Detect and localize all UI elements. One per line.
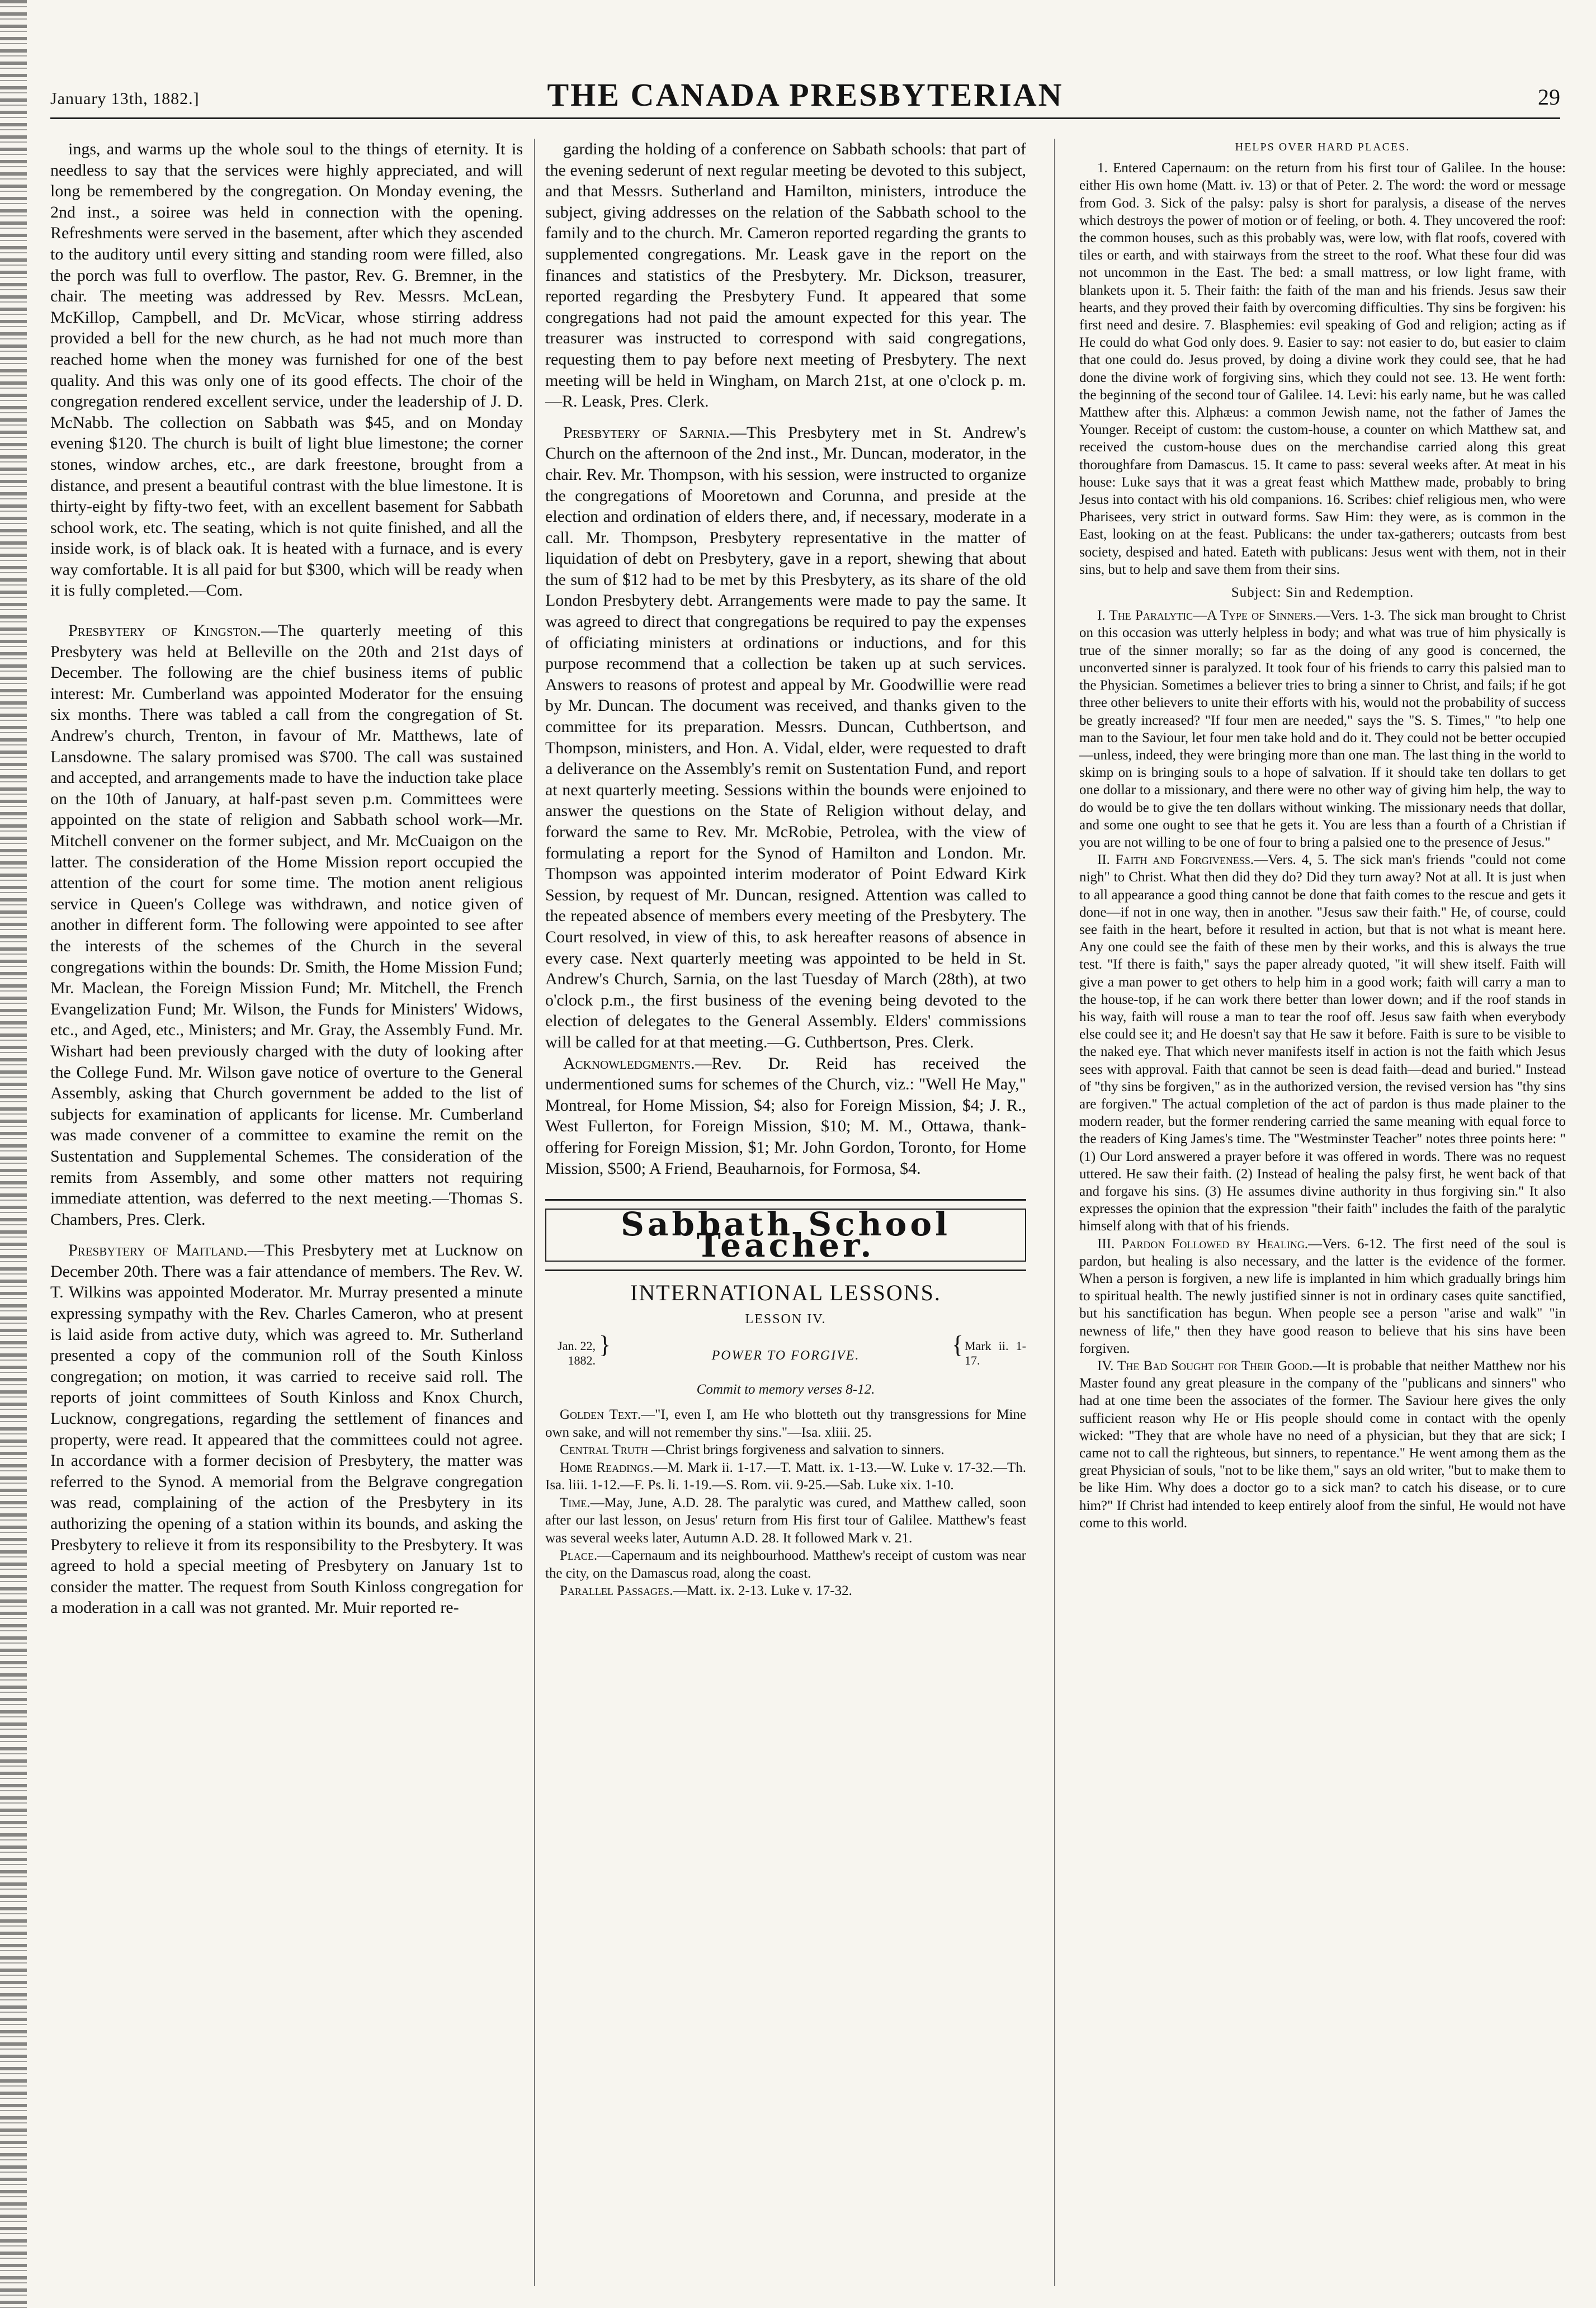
helps-heading: HELPS OVER HARD PLACES. xyxy=(1235,141,1410,153)
section-3 xyxy=(1079,1235,1566,1357)
kingston-body: —The quarterly meeting of this Presbytery was held at Belleville on the 20th and 21st days of December. The following are the chief business items of public interest: Mr. Cumberland was appointed Moderator for the ensuing six months. There was tabled a call from the congregation of St. Andrew's church, Trenton, in favour of Mr. Matthews, late of Lansdowne. The salary promised was $700. The call was sustained and accepted, and arrangements made to have the induction take place on the 10th of January, at half-past seven p.m. Committees were appointed on the state of religion and Sabbath school work—Mr. Mitchell convener on the former subject, and Mr. McCuaigon on the latter. The consideration of the Home Mission report occupied the attention of the court for some time. The motion anent religious service in Queen's College was withdrawn, and notice given of another in different form. The following were appointed to see after the interests of the schemes of the Church in the several congregations within the bounds: Dr. Smith, the Home Mission Fund; Mr. Maclean, the Foreign Mission Fund; Mr. Mitchell, the French Evangelization Fund; Mr. Wilson, the Funds for Ministers' Widows, etc., and Aged, etc., Ministers; and Mr. Gray, the Assembly Fund. Mr. Wishart had been previously charged with the duty of looking after the College Fund. Mr. Wilson gave notice of overture to the General Assembly, asking that Church government be added to the list of subjects for examination of applicants for license. Mr. Cumberland was made convener of a committee to examine the remit on the Sustentation and Supplemental Schemes. The consideration of the remits from Assembly, and some other matters not requiring immediate attention, was deferred to the next meeting.—Thomas S. Chambers, Pres. Clerk. xyxy=(50,621,523,1229)
lesson-title: POWER TO FORGIVE. xyxy=(711,1348,860,1363)
parallel-body: —Matt. ix. 2-13. Luke v. 17-32. xyxy=(673,1583,852,1599)
time-heading: Time. xyxy=(560,1495,591,1511)
central-heading: Central Truth xyxy=(560,1442,648,1458)
section-4 xyxy=(1079,1357,1566,1532)
sarnia-heading: Presbytery of Sarnia. xyxy=(563,423,730,442)
ack-heading: Acknowledgments. xyxy=(563,1054,695,1073)
home-body: —M. Mark ii. 1-17.—T. Matt. ix. 1-13.—W. Luke v. 17-32.—Th. Isa. liii. 1-12.—F. Ps. li. 1-19.—S. Rom. vii. 9-25.—Sab. Luke xix. 1-10. xyxy=(545,1460,1026,1493)
parallel-heading: Parallel Passages. xyxy=(560,1583,673,1599)
place-heading: Place. xyxy=(560,1548,598,1564)
section-1 xyxy=(1079,607,1566,851)
golden-body: —"I, even I, am He who blotteth out thy transgressions for Mine own sake, and will not remember thy sins."—Isa. xliii. 25. xyxy=(545,1407,1026,1440)
lesson-body xyxy=(545,1406,1026,1600)
column-3 xyxy=(1079,139,1566,2286)
section-2-body: —Vers. 4, 5. The sick man's friends "could not come nigh" to Christ. What then did they do? Did they turn away? Not at all. It is just when to all appearance a good thing cannot be done that faith comes to the rescue and gets it done—if not in one way, then in another. "Jesus saw their faith." He, of course, could see faith in the heart, before it resulted in action, but that is not what is meant here. Any one could see the faith of these men by their works, and this is always the true test. "If there is faith," says the paper already quoted, "it will shew itself. Faith will give a man power to get others to help him in a good work; faith will carry a man to the house-top, if he can work there better than lower down; and if the roof stands in his way, faith will rouse a man to tear the roof off. Jesus saw faith when everybody else could see it; and He doesn't say that He saw it before. Faith is sure to be visible to the naked eye. That which never manifests itself in action is not the faith which Jesus sees with approval. Faith that cannot be seen is dead faith—dead and buried." Instead of "thy sins be forgiven," as in the authorized version, the revised version has "thy sins are forgiven." The actual completion of the act of pardon is thus made plainer to the modern reader, but the former rendering carried the same meaning with equal force to the readers of King James's time. The "Westminster Teacher" notes three points here: "(1) Our Lord answered a prayer before it was offered in words. There was no request uttered. He saw their faith. (2) Instead of healing the palsy first, he went back of that and forgave his sins. (3) He assumes divine authority in thus forgiving sin." It also expresses the opinion that the expression "their faith" includes the faith of the paralytic himself along with that of his friends. xyxy=(1079,852,1566,1234)
golden-text xyxy=(545,1406,1026,1441)
international-lessons-title: INTERNATIONAL LESSONS. xyxy=(630,1280,941,1306)
section-3-body: —Vers. 6-12. The first need of the soul is pardon, but healing is also necessary, and the latter is the evidence of the former. When a person is forgiven, a new life is implanted in him which gradually brings him to spiritual health. The newly justified sinner is not in ordinary cases quite sanctified, but his sanctification has begun. When people see a person "arise and walk" "in newness of life," then they have good reason to believe that his sins have been forgiven. xyxy=(1079,1236,1566,1356)
section-2 xyxy=(1079,851,1566,1235)
column-2 xyxy=(545,139,1026,2286)
church-opening-article: ings, and warms up the whole soul to the things of eternity. It is needless to say that the services were highly appreciated, and will long be remembered by the congregation. On Monday evening, the 2nd inst., a soiree was held in connection with the opening. Refreshments were served in the basement, after which they ascended to the auditory until every sitting and standing room were filled, also the porch was full to overflow. The pastor, Rev. G. Bremner, in the chair. The meeting was addressed by Rev. Messrs. McLean, McKillop, Campbell, and Dr. McVicar, whose stirring address provided a bell for the new church, as he had not much more than reached home when the money was furnished for one of the best quality. And this was only one of its good effects. The choir of the congregation rendered excellent service, under the leadership of J. D. McNabb. The collection on Sabbath was $45, and on Monday evening $120. The church is built of light blue limestone; the corner stones, window arches, etc., are dark freestone, brought from a distance, and present a beautiful contrast with the blue limestone. It is thirty-eight by fifty-two feet, with an excellent basement for Sabbath school work, etc. The seating, which is not quite finished, and all the inside work, is of black oak. It is heated with a furnace, and is every way comfortable. It is all paid for but $300, which will be ready when it is fully completed.—Com. xyxy=(50,140,523,600)
acknowledgments xyxy=(545,1053,1026,1179)
helps-body: 1. Entered Capernaum: on the return from his first tour of Galilee. In the house: either His own home (Matt. iv. 13) or that of Peter. 2. The word: the word or message from God. 3. Sick of the palsy: palsy is short for paralysis, a disease of the nerves which destroys the power of motion or of feeling, or both. 4. They uncovered the roof: the common houses, such as this probably was, were low, with flat roofs, covered with tiles or earth, and with stairways from the street to the roof. What these four did was not uncommon in the East. The bed: a small mattress, or low light frame, with blankets upon it. 5. Their faith: the faith of the man and his friends. Jesus saw their hearts, and they proved their faith by overcoming difficulties. Thy sins be forgiven: his first need and desire. 7. Blasphemies: evil speaking of God and religion; acting as if He could do what God only does. 9. Easier to say: not easier to do, but easier to claim that one could do. Jesus proved, by doing a divine work they could see, that he had done the divine work of forgiving sins, which they could not see. 13. He went forth: the beginning of the second tour of Galilee. 14. Levi: his early name, but he was called Matthew after this. Alphæus: a common Jewish name, not the father of James the Younger. Receipt of custom: the custom-house, a counter on which Matthew sat, and received the custom-house dues on the merchandise carried along this great thoroughfare from Damascus. 15. It came to pass: several weeks after. At meat in his house: Luke says that it was a great feast which Matthew made, probably to bring Jesus into contact with his old companions. 16. Scribes: chief religious men, who were Pharisees, very strict in outward forms. Saw Him: they were, as is common in the East, looking on at the feast. Publicans: the under tax-gatherers; outcasts from best society, despised and hated. Eateth with publicans: Jesus went with them, not in their sins, but to help and save them from their sins. xyxy=(1079,161,1566,577)
maitland-body: —This Presbytery met at Lucknow on December 20th. There was a fair attendance of members. The Rev. W. T. Wilkins was appointed Moderator. Mr. Murray presented a minute expressing sympathy with the Rev. Charles Cameron, who at present is laid aside from active duty, which was agreed to. Mr. Sutherland presented a copy of the communion roll of the South Kinloss congregation; on motion, it was carried to receive said roll. The reports of joint committees of South Kinloss and Knox Church, Lucknow, congregations, regarding the settlement of finances and property, were read. It appeared that the committees could not agree. In accordance with a former decision of Presbytery, the matter was referred to the Synod. A memorial from the Belgrave congregation was read, complaining of the action of the Presbytery in its authorizing the opening of a station within its bounds, and asking the Presbytery to relieve it from its responsibility to the Presbytery. It was agreed to hold a special meeting of Presbytery on January 1st to consider the matter. The request from South Kinloss congregation for a moderation in a call was not granted. Mr. Muir reported re- xyxy=(50,1241,523,1617)
lesson-date: Jan. 22, 1882. xyxy=(558,1339,596,1368)
sabbath-school-banner xyxy=(545,1199,1026,1271)
golden-heading: Golden Text. xyxy=(560,1407,641,1423)
memory-verses: Commit to memory verses 8-12. xyxy=(696,1382,875,1398)
section-4-heading: IV. The Bad Sought for Their Good. xyxy=(1097,1358,1313,1374)
ack-body: —Rev. Dr. Reid has received the undermentioned sums for schemes of the Church, viz.: "Well He May," Montreal, for Home Mission, $4; also for Foreign Mission, $4; J. R., West Fullerton, for Foreign Mission, $10; M. M., Ottawa, thank-offering for Foreign Mission, $1; Mr. John Gordon, Toronto, for Home Mission, $500; A Friend, Beauharnois, for Formosa, $4. xyxy=(545,1054,1026,1178)
column-rule-2 xyxy=(1054,139,1055,2286)
section-1-heading: I. The Paralytic—A Type of Sinners. xyxy=(1097,608,1316,624)
brace-icon: } xyxy=(599,1331,611,1359)
central-truth xyxy=(545,1441,1026,1459)
section-3-heading: III. Pardon Followed by Healing. xyxy=(1097,1236,1309,1252)
sarnia-report xyxy=(545,422,1026,1053)
central-body: —Christ brings forgiveness and salvation to sinners. xyxy=(648,1442,945,1458)
lesson-subject: Subject: Sin and Redemption. xyxy=(1231,585,1414,601)
page-header xyxy=(50,67,1560,119)
lesson-reference-line xyxy=(545,1331,1026,1377)
binding-edge xyxy=(0,0,27,2308)
home-readings xyxy=(545,1459,1026,1494)
section-2-heading: II. Faith and Forgiveness. xyxy=(1097,852,1254,868)
time-note xyxy=(545,1494,1026,1547)
place-note xyxy=(545,1547,1026,1582)
kingston-report xyxy=(50,620,523,1230)
column-1 xyxy=(50,139,523,2286)
masthead-title: THE CANADA PRESBYTERIAN xyxy=(547,77,1064,113)
lesson-number: LESSON IV. xyxy=(745,1311,827,1327)
brace-icon: { xyxy=(951,1331,964,1359)
page-number: 29 xyxy=(1538,84,1560,110)
maitland-heading: Presbytery of Maitland. xyxy=(68,1241,248,1260)
column-rule-1 xyxy=(534,139,535,2286)
parallel-passages xyxy=(545,1582,1026,1600)
kingston-heading: Presbytery of Kingston. xyxy=(68,621,261,640)
sarnia-body: —This Presbytery met in St. Andrew's Church on the afternoon of the 2nd inst., Mr. Duncan, moderator, in the chair. Rev. Mr. Thompson, with his session, were instructed to organize the congregations of Mooretown and Corunna, and preside at the election and ordination of elders there, and, if necessary, moderate in a call. Mr. Thompson, Presbytery representative in the matter of liquidation of debt on Presbytery, gave in a report, shewing that about the sum of $12 had to be met by this Presbytery, as its share of the old London Presbytery debt. Arrangements were made to pay the same. It was agreed to direct that congregations be required to pay the expenses of officiating ministers at ordinations or inductions, and for this purpose recommend that a collection be taken up at such services. Answers to reasons of protest and appeal by Mr. Goodwillie were read by Mr. Duncan. The document was received, and thanks given to the committee for its preparation. Messrs. Duncan, Cuthbertson, and Thompson, ministers, and Hon. A. Vidal, elder, were requested to draft a deliverance on the Assembly's remit on Sustentation Fund, and report at next quarterly meeting. Sessions within the bounds were enjoined to answer the questions on the State of Religion without delay, and forward the same to Rev. Mr. McRobie, Petrolea, with the view of formulating a report for the Synod of Hamilton and London. Mr. Thompson was appointed interim moderator of Point Edward Kirk Session, by request of Mr. Duncan, resigned. Attention was called to the repeated absence of members every meeting of the Presbytery. The Court resolved, in view of this, to ask hereafter reasons of absence in every case. Next quarterly meeting was appointed to be held in St. Andrew's Church, Sarnia, on the last Tuesday of March (28th), at two o'clock p.m., the first business of the evening being devoted to the election of delegates to the General Assembly. Elders' commissions will be called for at that meeting.—G. Cuthbertson, Pres. Clerk. xyxy=(545,423,1026,1051)
place-body: —Capernaum and its neighbourhood. Matthew's receipt of custom was near the city, on the Damascus road, along the coast. xyxy=(545,1548,1026,1581)
lesson-scripture: Mark ii. 1-17. xyxy=(965,1339,1026,1368)
banner-title: Sabbath School Teacher. xyxy=(545,1209,1026,1262)
section-1-body: —Vers. 1-3. The sick man brought to Christ on this occasion was utterly helpless in body; and what was true of him physically is true of the sinner morally; so far as the doing of any good is concerned, the unconverted sinner is paralyzed. It took four of his friends to carry this palsied man to the Physician. Sometimes a believer tries to bring a sinner to Christ, and fails; if he got three other believers to unite their efforts with his, would not the probability of success be greatly increased? "If four men are needed," says the "S. S. Times," "to help one man to the Saviour, let four men take hold and do it. They could not be better occupied—unless, indeed, they were bringing more than one man. The last thing in the world to skimp on is bringing souls to a hope of salvation. If it should take ten dollars to get one dollar to a missionary, and there were no other way of giving him help, the way to do would be to give the ten dollars without winking. The missionary needs that dollar, and some one ought to see that he gets it. You are less than a fourth of a Christian if you are not willing to be one of four to bring a palsied one to the presence of Jesus." xyxy=(1079,608,1566,850)
time-body: —May, June, A.D. 28. The paralytic was cured, and Matthew called, soon after our last lesson, on Jesus' return from His first tour of Galilee. Matthew's feast was several weeks later, Autumn A.D. 28. It followed Mark v. 21. xyxy=(545,1495,1026,1546)
maitland-report xyxy=(50,1240,523,1618)
issue-date: January 13th, 1882.] xyxy=(50,89,200,108)
section-4-body: —It is probable that neither Matthew nor his Master found any great pleasure in the company of the "publicans and sinners" who had at one time been the associates of the former. The Saviour here gives the only sufficient reason why He or His people should come in contact with the openly wicked: "They that are whole have no need of a physician, but they that are sick; I came not to call the righteous, but sinners, to repentance." He went among them as the great Physician of souls, "not to be like them," says an old writer, "but to make them to be like Him. Why does a doctor go to a sick man? to catch his disease, or to cure him?" If Christ had intended to keep entirely aloof from the sinful, He would not have come to this world. xyxy=(1079,1358,1566,1531)
maitland-continued: garding the holding of a conference on Sabbath schools: that part of the evening sederunt of next regular meeting be devoted to this subject, and that Messrs. Sutherland and Hamilton, ministers, introduce the subject, giving addresses on the relation of the Sabbath school to the family and to the church. Mr. Cameron reported regarding the grants to supplemented congregations. Mr. Leask gave in the report on the finances and statistics of the Presbytery. Mr. Dickson, treasurer, reported regarding the Presbytery Fund. It appeared that some congregations had not paid the amount expected for this year. The treasurer was instructed to correspond with said congregations, requesting them to pay before next meeting of Presbytery. The next meeting will be held in Wingham, on March 21st, at one o'clock p. m.—R. Leask, Pres. Clerk. xyxy=(545,140,1026,411)
home-heading: Home Readings. xyxy=(560,1460,654,1475)
